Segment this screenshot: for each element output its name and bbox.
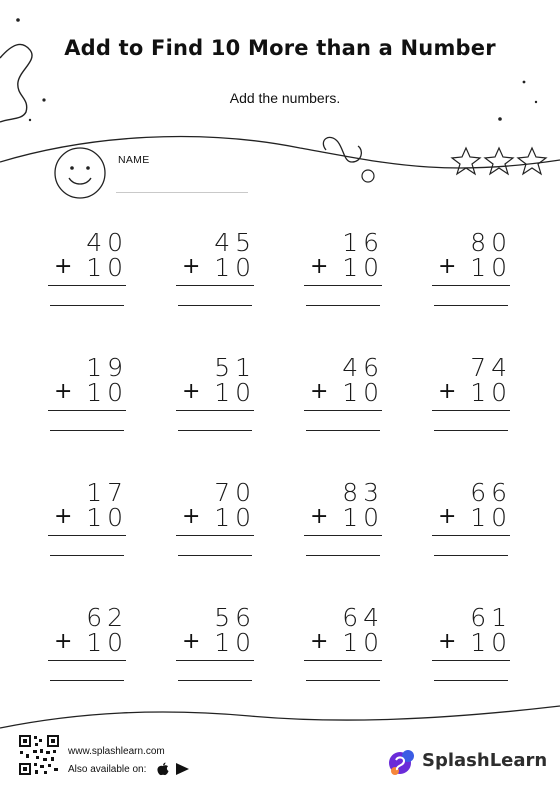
- plus-sign: +: [182, 504, 201, 529]
- sum-rule: [432, 410, 510, 411]
- answer-field[interactable]: [50, 305, 124, 306]
- answer-field[interactable]: [434, 680, 508, 681]
- addition-problem: [432, 480, 512, 570]
- addend-top: 74: [470, 353, 512, 382]
- plus-sign: +: [310, 504, 329, 529]
- plus-sign: +: [438, 379, 457, 404]
- answer-field[interactable]: [50, 680, 124, 681]
- app-store-icons: [156, 762, 192, 776]
- addend-bottom: 10: [470, 378, 512, 407]
- addition-problem: [48, 605, 128, 695]
- sum-rule: [304, 660, 382, 661]
- addend-bottom: 10: [470, 253, 512, 282]
- splashlearn-logo-icon: [386, 746, 418, 778]
- name-label: NAME: [118, 154, 150, 166]
- addend-bottom: 10: [86, 503, 128, 532]
- answer-field[interactable]: [306, 305, 380, 306]
- sum-rule: [176, 410, 254, 411]
- sum-rule: [432, 535, 510, 536]
- sum-rule: [48, 285, 126, 286]
- sum-rule: [304, 410, 382, 411]
- addition-problem: [48, 230, 128, 320]
- stars-icon: [450, 145, 550, 177]
- addend-bottom: 10: [342, 503, 384, 532]
- addend-top: 51: [214, 353, 256, 382]
- sum-rule: [176, 285, 254, 286]
- sum-rule: [176, 660, 254, 661]
- website-link[interactable]: www.splashlearn.com: [68, 746, 165, 757]
- addition-problem: [432, 355, 512, 445]
- addition-problem: [176, 605, 256, 695]
- plus-sign: +: [438, 504, 457, 529]
- answer-field[interactable]: [434, 555, 508, 556]
- plus-sign: +: [310, 254, 329, 279]
- apple-icon: [157, 763, 168, 776]
- plus-sign: +: [438, 629, 457, 654]
- addition-problem: [432, 230, 512, 320]
- plus-sign: +: [54, 379, 73, 404]
- addend-bottom: 10: [342, 378, 384, 407]
- addend-top: 62: [86, 603, 128, 632]
- addend-bottom: 10: [342, 253, 384, 282]
- addition-problem: [304, 605, 384, 695]
- addition-problem: [176, 480, 256, 570]
- instruction-text: Add the numbers.: [229, 90, 341, 106]
- addition-problem: [48, 480, 128, 570]
- play-store-icon: [176, 763, 189, 775]
- answer-field[interactable]: [50, 430, 124, 431]
- addition-problem: [176, 355, 256, 445]
- addend-top: 19: [86, 353, 128, 382]
- sum-rule: [48, 535, 126, 536]
- smiley-face-icon: [53, 146, 107, 200]
- plus-sign: +: [54, 629, 73, 654]
- addend-top: 70: [214, 478, 256, 507]
- plus-sign: +: [182, 629, 201, 654]
- plus-sign: +: [310, 379, 329, 404]
- sum-rule: [432, 285, 510, 286]
- answer-field[interactable]: [178, 555, 252, 556]
- addition-problem: [304, 355, 384, 445]
- addend-top: 40: [86, 228, 128, 257]
- name-field[interactable]: [116, 192, 248, 193]
- qr-code-icon: [18, 734, 60, 776]
- addend-top: 66: [470, 478, 512, 507]
- sum-rule: [304, 285, 382, 286]
- addend-top: 61: [470, 603, 512, 632]
- plus-sign: +: [182, 254, 201, 279]
- sum-rule: [48, 660, 126, 661]
- answer-field[interactable]: [50, 555, 124, 556]
- addend-top: 83: [342, 478, 384, 507]
- answer-field[interactable]: [306, 555, 380, 556]
- addend-bottom: 10: [86, 628, 128, 657]
- answer-field[interactable]: [306, 430, 380, 431]
- plus-sign: +: [182, 379, 201, 404]
- addend-top: 56: [214, 603, 256, 632]
- plus-sign: +: [310, 629, 329, 654]
- addend-bottom: 10: [342, 628, 384, 657]
- addend-bottom: 10: [86, 378, 128, 407]
- answer-field[interactable]: [178, 305, 252, 306]
- addend-bottom: 10: [470, 503, 512, 532]
- worksheet-title: Add to Find 10 More than a Number: [64, 36, 496, 60]
- answer-field[interactable]: [434, 305, 508, 306]
- brand-name: SplashLearn: [422, 750, 548, 771]
- addend-top: 64: [342, 603, 384, 632]
- addend-bottom: 10: [470, 628, 512, 657]
- addition-problem: [304, 480, 384, 570]
- addition-problem: [432, 605, 512, 695]
- answer-field[interactable]: [178, 430, 252, 431]
- sum-rule: [176, 535, 254, 536]
- sum-rule: [48, 410, 126, 411]
- addend-top: 16: [342, 228, 384, 257]
- sum-rule: [304, 535, 382, 536]
- addition-problem: [48, 355, 128, 445]
- answer-field[interactable]: [306, 680, 380, 681]
- plus-sign: +: [54, 504, 73, 529]
- addend-top: 17: [86, 478, 128, 507]
- addend-top: 80: [470, 228, 512, 257]
- plus-sign: +: [438, 254, 457, 279]
- addition-problem: [176, 230, 256, 320]
- answer-field[interactable]: [434, 430, 508, 431]
- addend-bottom: 10: [214, 628, 256, 657]
- addend-bottom: 10: [86, 253, 128, 282]
- sum-rule: [432, 660, 510, 661]
- available-on-text: Also available on:: [68, 764, 147, 775]
- addend-bottom: 10: [214, 378, 256, 407]
- answer-field[interactable]: [178, 680, 252, 681]
- addend-top: 45: [214, 228, 256, 257]
- addend-bottom: 10: [214, 503, 256, 532]
- plus-sign: +: [54, 254, 73, 279]
- addend-bottom: 10: [214, 253, 256, 282]
- addition-problem: [304, 230, 384, 320]
- addend-top: 46: [342, 353, 384, 382]
